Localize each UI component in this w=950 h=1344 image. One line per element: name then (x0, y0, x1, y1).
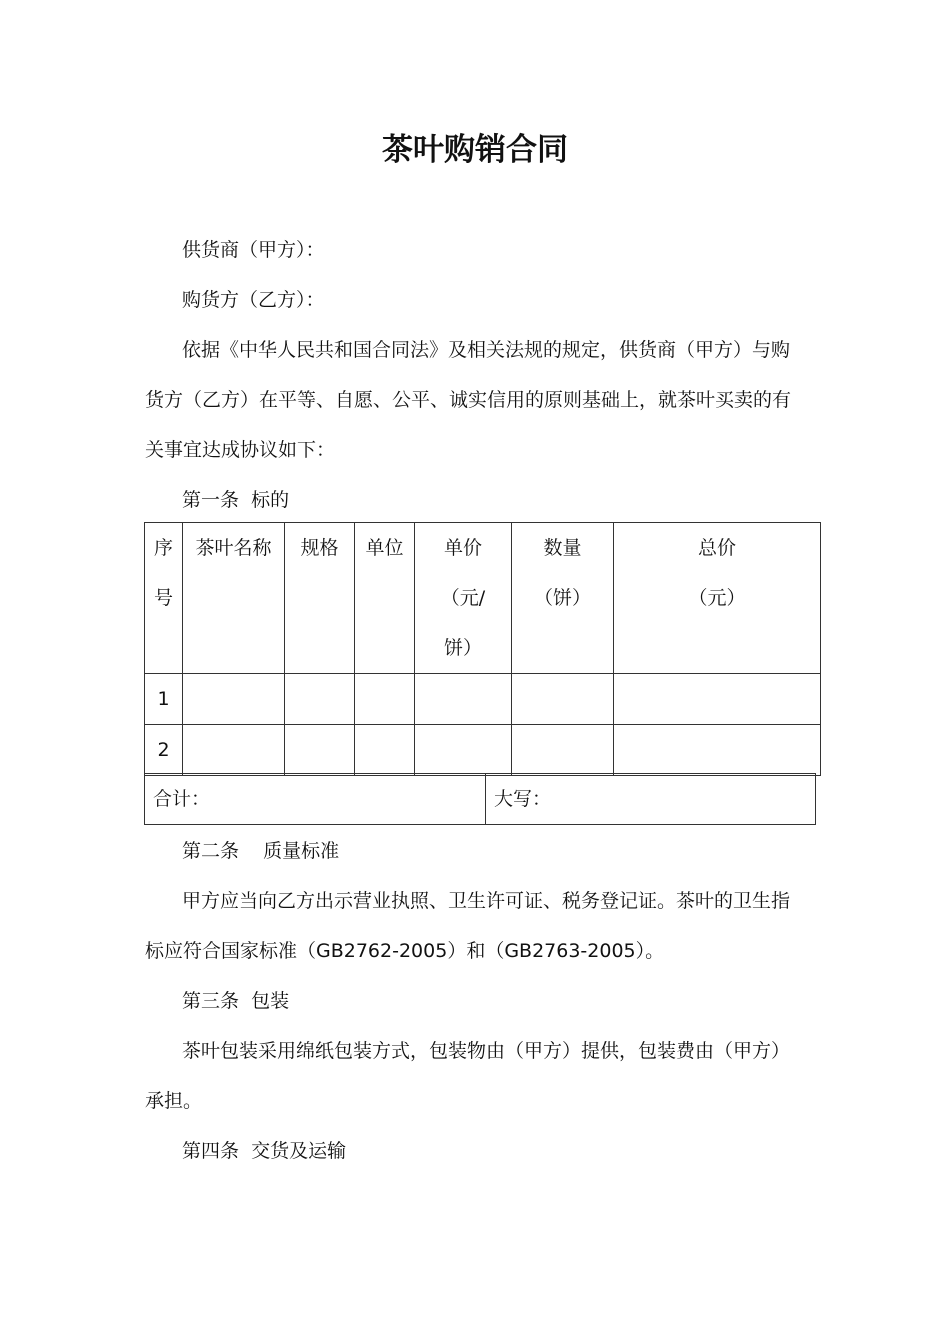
header-text: 茶叶名称 (195, 537, 272, 559)
header-text: 单价 (443, 537, 482, 559)
header-total-price (614, 523, 821, 674)
article2-heading: 第二条 质量标准 (182, 840, 340, 862)
table-row (145, 725, 821, 776)
table-cell (415, 674, 512, 725)
header-text: 数量 (543, 537, 582, 559)
totals-table (144, 773, 816, 825)
table-header-row (145, 523, 821, 674)
contract-title: 茶叶购销合同 (382, 132, 568, 168)
header-unit-price (415, 523, 512, 674)
goods-table (144, 522, 821, 776)
table-cell (614, 674, 821, 725)
header-text: （元） (688, 587, 746, 609)
preamble-line-1: 依据《中华人民共和国合同法》及相关法规的规定，供货商（甲方）与购 (182, 339, 791, 361)
header-index (145, 523, 183, 674)
preamble-line-2: 货方（乙方）在平等、自愿、公平、诚实信用的原则基础上，就茶叶买卖的有 (145, 389, 792, 411)
table-cell (355, 725, 415, 776)
sum-label: 合计： (145, 774, 486, 825)
article3-line-2: 承担。 (145, 1090, 203, 1112)
table-cell: 2 (145, 725, 183, 776)
header-quantity (512, 523, 614, 674)
supplier-line: 供货商（甲方）： (182, 239, 325, 261)
table-cell (285, 674, 355, 725)
header-text: （饼） (533, 587, 591, 609)
header-text: （元/ (440, 587, 486, 609)
table-cell (512, 674, 614, 725)
buyer-line: 购货方（乙方）： (182, 289, 325, 311)
capital-amount-label: 大写： (486, 774, 816, 825)
article4-heading: 第四条 交货及运输 (182, 1140, 347, 1162)
table-cell (183, 725, 285, 776)
table-cell (285, 725, 355, 776)
table-cell (355, 674, 415, 725)
header-text: 序 (153, 537, 173, 559)
article2-line-2: 标应符合国家标准（GB2762-2005）和（GB2763-2005）。 (145, 940, 665, 962)
article2-line-1: 甲方应当向乙方出示营业执照、卫生许可证、税务登记证。茶叶的卫生指 (182, 890, 791, 912)
table-cell (183, 674, 285, 725)
table-cell (512, 725, 614, 776)
article3-heading: 第三条 包装 (182, 990, 290, 1012)
header-text: 号 (153, 587, 173, 609)
header-spec (285, 523, 355, 674)
article1-heading: 第一条 标的 (182, 489, 290, 511)
table-cell (415, 725, 512, 776)
header-text: 单位 (365, 537, 404, 559)
header-tea-name (183, 523, 285, 674)
header-unit (355, 523, 415, 674)
totals-row (145, 774, 816, 825)
header-text: 饼） (443, 637, 482, 659)
table-row (145, 674, 821, 725)
table-cell: 1 (145, 674, 183, 725)
table-cell (614, 725, 821, 776)
preamble-line-3: 关事宜达成协议如下： (145, 439, 336, 461)
header-text: 规格 (300, 537, 339, 559)
header-text: 总价 (697, 537, 736, 559)
article3-line-1: 茶叶包装采用绵纸包装方式，包装物由（甲方）提供，包装费由（甲方） (182, 1040, 791, 1062)
